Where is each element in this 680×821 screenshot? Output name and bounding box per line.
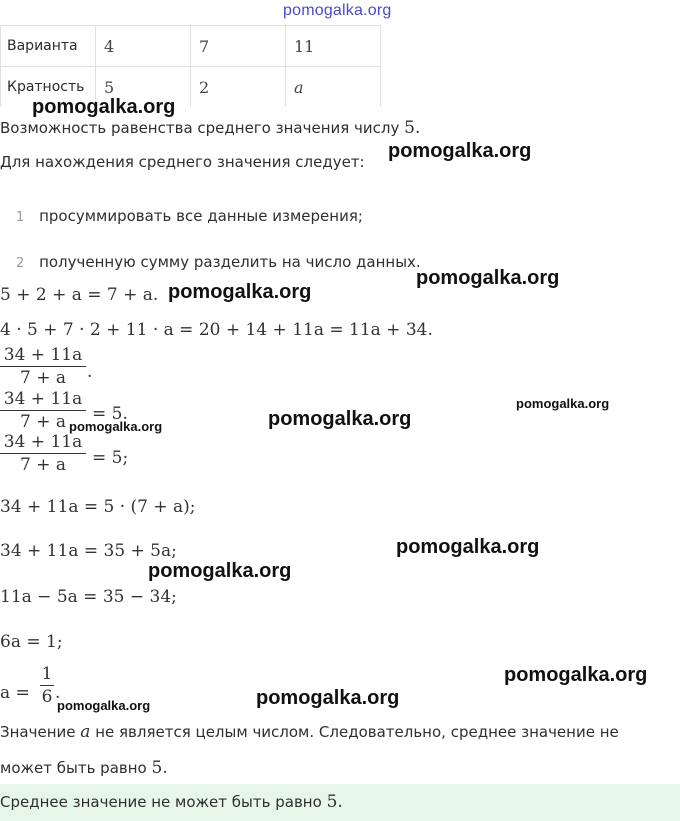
list-item — [16, 207, 363, 225]
intro-text — [0, 118, 420, 138]
fraction-bar — [40, 685, 54, 686]
list-number: 2 — [16, 256, 25, 271]
intro-label: Возможность равенства среднего значения числу — [0, 119, 400, 137]
table-cell: a — [286, 67, 381, 108]
list-number: 1 — [16, 210, 25, 225]
equation-step: 34 + 11a = 5 · (7 + a); — [0, 497, 196, 517]
frequency-table — [0, 25, 381, 107]
fraction-numerator: 34 + 11a — [3, 432, 83, 452]
watermark: pomogalka.org — [168, 281, 312, 303]
watermark: pomogalka.org — [256, 687, 400, 709]
watermark: pomogalka.org — [32, 96, 176, 118]
solution-fraction — [40, 664, 54, 707]
watermark: pomogalka.org — [148, 560, 292, 582]
list-item-text: полученную сумму разделить на число данных. — [39, 253, 421, 271]
equation-count: 5 + 2 + a = 7 + a. — [0, 285, 159, 305]
fraction-numerator: 34 + 11a — [3, 389, 83, 409]
conclusion-number: 5. — [151, 758, 168, 778]
watermark: pomogalka.org — [504, 664, 648, 686]
fraction-denominator: 7 + a — [19, 368, 66, 388]
equation-sum: 4 · 5 + 7 · 2 + 11 · a = 20 + 14 + 11a = 11a + 34. — [0, 320, 433, 340]
variable-a: a — [80, 722, 91, 742]
watermark: pomogalka.org — [516, 396, 610, 411]
watermark: pomogalka.org — [396, 536, 540, 558]
fraction-tail: . — [87, 362, 93, 382]
fraction-numerator: 34 + 11a — [3, 345, 83, 365]
fraction-denominator: 7 + a — [19, 455, 66, 475]
watermark: pomogalka.org — [416, 267, 560, 289]
conclusion-line-2 — [0, 758, 168, 778]
watermark-top: pomogalka.org — [283, 2, 392, 19]
table-cell: 7 — [191, 26, 286, 67]
answer-banner — [0, 784, 680, 821]
answer-text — [0, 792, 343, 812]
equation-step: 11a − 5a = 35 − 34; — [0, 587, 177, 607]
conclusion-line-1 — [0, 722, 619, 742]
intro-number: 5. — [404, 118, 421, 138]
table-cell: 4 — [96, 26, 191, 67]
fraction-bar — [0, 366, 86, 367]
watermark: pomogalka.org — [69, 419, 163, 434]
fraction-tail: = 5; — [92, 448, 129, 468]
fraction-denominator: 6 — [41, 687, 53, 707]
conclusion-text: не является целым числом. Следовательно, среднее значение не — [95, 723, 619, 741]
fraction-tail: = 5. — [92, 404, 128, 424]
answer-label: Среднее значение не может быть равно — [0, 793, 322, 811]
conclusion-text: Значение — [0, 723, 76, 741]
table-cell: 11 — [286, 26, 381, 67]
fraction — [0, 432, 86, 475]
fraction-bar — [0, 453, 86, 454]
watermark: pomogalka.org — [268, 408, 412, 430]
table-header-variant: Варианта — [1, 26, 96, 67]
equation-step: 34 + 11a = 35 + 5a; — [0, 541, 177, 561]
equation-step: 6a = 1; — [0, 632, 63, 652]
table-cell: 5 — [96, 67, 191, 108]
answer-number: 5. — [326, 792, 343, 812]
solution-lhs: a = — [0, 683, 30, 703]
conclusion-text: может быть равно — [0, 759, 147, 777]
fraction-numerator: 1 — [41, 664, 53, 684]
table-header-multiplicity: Кратность — [1, 67, 96, 108]
fraction — [0, 345, 86, 388]
table-cell: 2 — [191, 67, 286, 108]
fraction-denominator: 7 + a — [19, 412, 66, 432]
list-item-text: просуммировать все данные измерения; — [39, 207, 363, 225]
watermark: pomogalka.org — [388, 140, 532, 162]
watermark: pomogalka.org — [57, 698, 151, 713]
solution-tail: . — [55, 683, 61, 703]
method-text: Для нахождения среднего значения следует: — [0, 153, 365, 171]
table-row — [1, 26, 381, 67]
fraction-bar — [0, 410, 86, 411]
list-item — [16, 253, 421, 271]
